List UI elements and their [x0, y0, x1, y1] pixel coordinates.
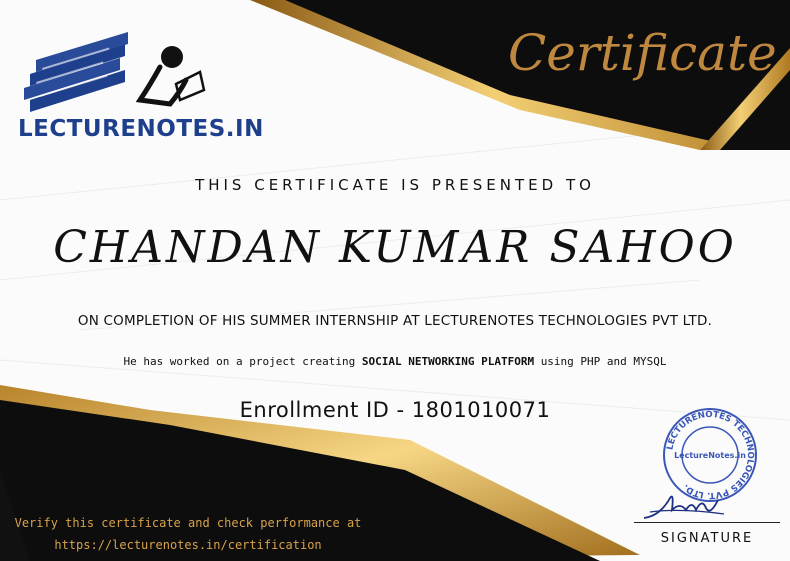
recipient-name: CHANDAN KUMAR SAHOO	[53, 222, 737, 273]
seal-center-text: LectureNotes.in	[674, 451, 746, 460]
project-suffix: using PHP and MYSQL	[540, 355, 667, 368]
completion-statement: ON COMPLETION OF HIS SUMMER INTERNSHIP AT LECTURENOTES TECHNOLOGIES PVT LTD.	[77, 313, 713, 329]
verify-note	[8, 512, 368, 556]
logo-wordmark: LECTURENOTES.IN	[18, 116, 264, 142]
enrollment-id: Enrollment ID - 1801010071	[239, 398, 551, 422]
project-prefix: He has worked on a project creating	[123, 355, 356, 368]
signature-line	[634, 522, 780, 523]
signature-scribble	[640, 488, 730, 524]
presented-to-line: THIS CERTIFICATE IS PRESENTED TO	[195, 176, 595, 194]
verify-line-1: Verify this certificate and check performance at	[14, 516, 362, 530]
lecturenotes-logo-icon	[24, 32, 204, 112]
verify-url[interactable]: https://lecturenotes.in/certification	[54, 538, 322, 552]
certificate-heading: Certificate	[508, 24, 777, 82]
project-name: SOCIAL NETWORKING PLATFORM	[361, 355, 535, 368]
signature-label: SIGNATURE	[660, 531, 754, 546]
seal-ring-text: LECTURENOTES TECHNOLOGIES PVT. LTD.	[665, 409, 756, 501]
project-statement	[0, 355, 790, 368]
